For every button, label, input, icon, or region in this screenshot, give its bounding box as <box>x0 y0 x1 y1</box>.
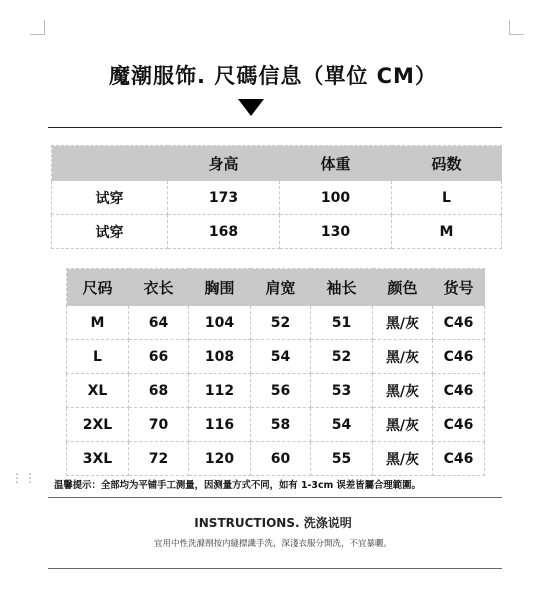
table-cell: L <box>392 181 502 215</box>
table-row <box>67 340 485 374</box>
header-cell: 肩宽 <box>251 269 311 306</box>
table-cell: 130 <box>280 215 392 249</box>
table-cell: 100 <box>280 181 392 215</box>
table-cell: 52 <box>251 306 311 340</box>
header-cell: 码数 <box>392 146 502 181</box>
divider-top <box>48 127 502 128</box>
table-cell: 58 <box>251 408 311 442</box>
table-cell: C46 <box>433 340 485 374</box>
corner-mark-left <box>30 20 45 35</box>
header-cell: 胸围 <box>189 269 251 306</box>
table-row <box>52 181 502 215</box>
table-row <box>67 306 485 340</box>
table-row <box>52 215 502 249</box>
header-cell: 体重 <box>280 146 392 181</box>
table-cell: 68 <box>129 374 189 408</box>
table-cell: C46 <box>433 374 485 408</box>
table-cell: 黑/灰 <box>373 306 433 340</box>
table-cell: 3XL <box>67 442 129 476</box>
table-cell: 72 <box>129 442 189 476</box>
table-cell: 120 <box>189 442 251 476</box>
table-cell: XL <box>67 374 129 408</box>
table-cell: L <box>67 340 129 374</box>
table-cell: 56 <box>251 374 311 408</box>
table-cell: C46 <box>433 306 485 340</box>
header-cell: 袖长 <box>311 269 373 306</box>
table-cell: 51 <box>311 306 373 340</box>
measurement-note: 温馨提示：全部均为平铺手工测量，因测量方式不同，如有 1-3cm 误差皆屬合理範圍。 <box>54 480 421 491</box>
header-cell: 颜色 <box>373 269 433 306</box>
table-cell: C46 <box>433 408 485 442</box>
header-cell: 衣长 <box>129 269 189 306</box>
table-cell: 黑/灰 <box>373 442 433 476</box>
table-cell: 黑/灰 <box>373 340 433 374</box>
table-cell: 66 <box>129 340 189 374</box>
header-cell: 尺码 <box>67 269 129 306</box>
table-cell: 52 <box>311 340 373 374</box>
header-cell: 货号 <box>433 269 485 306</box>
table-cell: 104 <box>189 306 251 340</box>
instructions-title: INSTRUCTIONS. 洗涤说明 <box>194 516 352 530</box>
table-cell: 试穿 <box>52 215 168 249</box>
table-cell: 2XL <box>67 408 129 442</box>
table-cell: 53 <box>311 374 373 408</box>
table-cell: 55 <box>311 442 373 476</box>
table-cell: 108 <box>189 340 251 374</box>
corner-mark-right <box>509 20 524 35</box>
table-cell: M <box>67 306 129 340</box>
table-cell: 64 <box>129 306 189 340</box>
table-cell: C46 <box>433 442 485 476</box>
table-cell: 试穿 <box>52 181 168 215</box>
header-cell: 身高 <box>168 146 280 181</box>
table-row <box>67 374 485 408</box>
table-cell: 116 <box>189 408 251 442</box>
table-cell: 173 <box>168 181 280 215</box>
table-cell: 黑/灰 <box>373 374 433 408</box>
table-cell: 112 <box>189 374 251 408</box>
header-cell <box>52 146 168 181</box>
table-row <box>67 442 485 476</box>
down-triangle-icon <box>238 99 264 116</box>
drag-handle-icon[interactable]: ⋮⋮ <box>11 471 37 485</box>
trial-table <box>51 145 502 249</box>
table-cell: 168 <box>168 215 280 249</box>
table-cell: 70 <box>129 408 189 442</box>
size-table-header <box>67 269 485 306</box>
instructions-text: 宜用中性洗滌劑按内縫標識手洗，深淺衣服分開洗，不宜暴曬。 <box>153 539 392 549</box>
divider-middle <box>48 497 502 498</box>
page-title: 魔潮服饰. 尺碼信息（單位 CM） <box>109 64 437 88</box>
table-cell: M <box>392 215 502 249</box>
table-cell: 54 <box>311 408 373 442</box>
table-cell: 60 <box>251 442 311 476</box>
size-table <box>66 268 485 476</box>
divider-bottom <box>48 568 502 569</box>
table-row <box>67 408 485 442</box>
table-cell: 54 <box>251 340 311 374</box>
table-cell: 黑/灰 <box>373 408 433 442</box>
trial-table-header <box>52 146 502 181</box>
